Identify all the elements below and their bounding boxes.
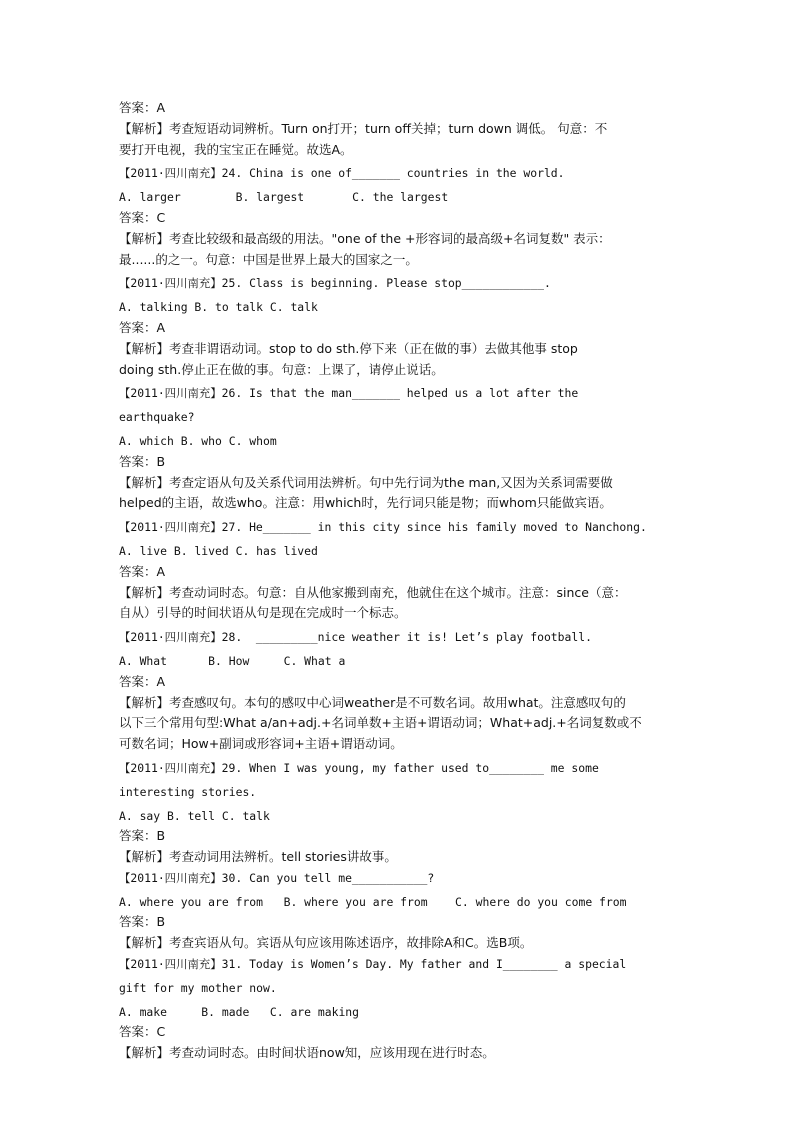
- analysis-27: 自从）引导的时间状语从句是现在完成时一个标志。: [119, 605, 407, 621]
- analysis-26: 【解析】考查定语从句及关系代词用法辨析。句中先行词为the man,又因为关系词需要做: [119, 474, 613, 490]
- question-26: earthquake?: [119, 410, 195, 425]
- analysis-24: 【解析】考查比较级和最高级的用法。"one of the +形容词的最高级+名词复数" 表示：: [119, 230, 611, 246]
- answer-30: 答案：B: [119, 914, 166, 930]
- question-27: 【2011·四川南充】27. He_______ in this city since his family moved to Nanchong.: [119, 520, 647, 535]
- analysis-28: 【解析】考查感叹句。本句的感叹中心词weather是不可数名词。故用what。注意感叹句的: [119, 694, 626, 710]
- analysis-25: doing sth.停止正在做的事。句意：上课了，请停止说话。: [119, 361, 444, 377]
- question-29: 【2011·四川南充】29. When I was young, my father used to________ me some: [119, 760, 599, 775]
- answer-24: 答案：C: [119, 209, 166, 225]
- document-page: [119, 98, 685, 1064]
- options-26: A. which B. who C. whom: [119, 433, 277, 448]
- answer-26: 答案：B: [119, 453, 166, 469]
- analysis-line: 【解析】考查短语动词辨析。Turn on打开；turn off关掉；turn down 调低。 句意：不: [119, 120, 608, 136]
- answer-29: 答案：B: [119, 828, 166, 844]
- options-28: A. What B. How C. What a: [119, 653, 346, 668]
- analysis-31: 【解析】考查动词时态。由时间状语now知，应该用现在进行时态。: [119, 1045, 495, 1061]
- analysis-28: 以下三个常用句型:What a/an+adj.+名词单数+主语+谓语动词；What+adj.+名词复数或不: [119, 715, 642, 731]
- options-30: A. where you are from B. where you are from C. where do you come from: [119, 894, 627, 909]
- analysis-26: helped的主语，故选who。注意：用which时，先行词只能是物；而whom只能做宾语。: [119, 495, 612, 511]
- analysis-29: 【解析】考查动词用法辨析。tell stories讲故事。: [119, 849, 397, 865]
- options-25: A. talking B. to talk C. talk: [119, 300, 318, 315]
- options-31: A. make B. made C. are making: [119, 1004, 360, 1019]
- answer-31: 答案：C: [119, 1024, 166, 1040]
- question-31: 【2011·四川南充】31. Today is Women’s Day. My father and I________ a special: [119, 957, 627, 972]
- analysis-line: 要打开电视，我的宝宝正在睡觉。故选A。: [119, 141, 353, 157]
- analysis-27: 【解析】考查动词时态。句意：自从他家搬到南充，他就住在这个城市。注意：since（意：: [119, 584, 627, 600]
- options-29: A. say B. tell C. talk: [119, 808, 270, 823]
- answer-27: 答案：A: [119, 563, 166, 579]
- analysis-24: 最......的之一。句意：中国是世界上最大的国家之一。: [119, 251, 418, 267]
- question-25: 【2011·四川南充】25. Class is beginning. Please stop____________.: [119, 276, 551, 291]
- analysis-30: 【解析】考查宾语从句。宾语从句应该用陈述语序，故排除A和C。选B项。: [119, 935, 533, 951]
- answer-line: 答案：A: [119, 100, 166, 115]
- analysis-28: 可数名词；How+副词或形容词+主语+谓语动词。: [119, 736, 403, 752]
- question-28: 【2011·四川南充】28. _________nice weather it is! Let’s play football.: [119, 630, 592, 645]
- question-30: 【2011·四川南充】30. Can you tell me___________?: [119, 870, 435, 885]
- question-24: 【2011·四川南充】24. China is one of_______ countries in the world.: [119, 166, 565, 181]
- question-26: 【2011·四川南充】26. Is that the man_______ helped us a lot after the: [119, 386, 579, 401]
- answer-25: 答案：A: [119, 319, 166, 335]
- answer-28: 答案：A: [119, 673, 166, 689]
- options-24: A. larger B. largest C. the largest: [119, 190, 449, 205]
- analysis-25: 【解析】考查非谓语动词。stop to do sth.停下来（正在做的事）去做其他事 stop: [119, 340, 578, 356]
- question-29: interesting stories.: [119, 784, 257, 799]
- question-31: gift for my mother now.: [119, 980, 277, 995]
- options-27: A. live B. lived C. has lived: [119, 543, 318, 558]
